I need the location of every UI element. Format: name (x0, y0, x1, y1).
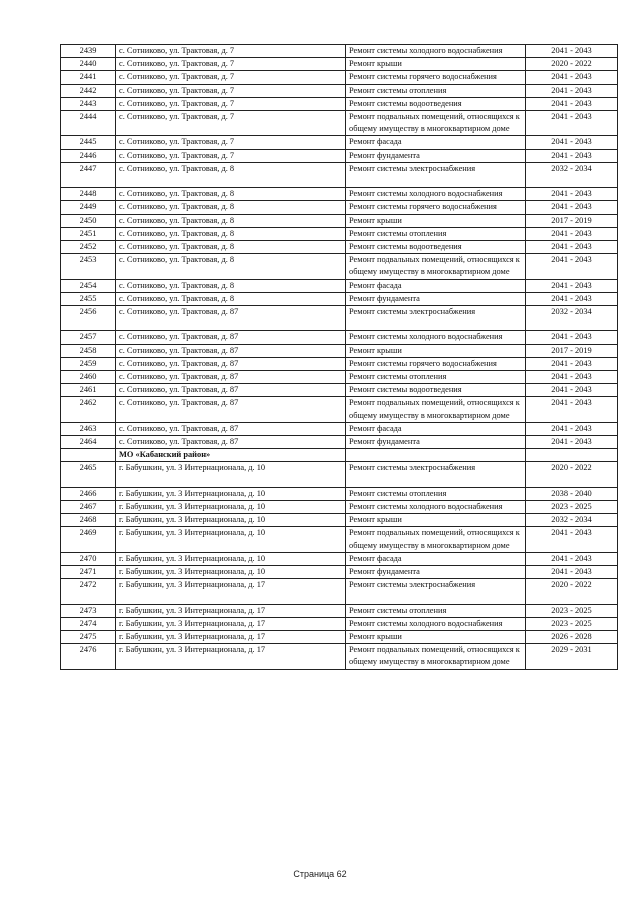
row-address: с. Сотниково, ул. Трактовая, д. 7 (116, 97, 346, 110)
row-period: 2041 - 2043 (526, 371, 618, 384)
district-header-row (61, 449, 618, 462)
row-work-type: Ремонт системы холодного водоснабжения (346, 617, 526, 630)
row-period: 2041 - 2043 (526, 241, 618, 254)
row-period: 2041 - 2043 (526, 84, 618, 97)
row-period: 2041 - 2043 (526, 97, 618, 110)
row-address: г. Бабушкин, ул. 3 Интернационала, д. 10 (116, 487, 346, 500)
capital-repair-table (60, 44, 618, 670)
row-address: с. Сотниково, ул. Трактовая, д. 8 (116, 241, 346, 254)
row-address: с. Сотниково, ул. Трактовая, д. 7 (116, 58, 346, 71)
table-row (61, 292, 618, 305)
row-number: 2466 (61, 487, 116, 500)
row-work-type: Ремонт фасада (346, 136, 526, 149)
table-row (61, 644, 618, 669)
row-number: 2442 (61, 84, 116, 97)
row-address: г. Бабушкин, ул. 3 Интернационала, д. 17 (116, 617, 346, 630)
row-period: 2029 - 2031 (526, 644, 618, 669)
row-work-type: Ремонт системы электроснабжения (346, 462, 526, 487)
row-work-type: Ремонт фасада (346, 279, 526, 292)
row-work-type: Ремонт системы холодного водоснабжения (346, 45, 526, 58)
row-work-type: Ремонт фасада (346, 552, 526, 565)
row-period: 2032 - 2034 (526, 514, 618, 527)
row-period: 2041 - 2043 (526, 566, 618, 579)
row-work-type: Ремонт подвальных помещений, относящихся к общему имуществу в многоквартирном доме (346, 644, 526, 669)
row-work-type: Ремонт системы электроснабжения (346, 162, 526, 187)
row-number: 2455 (61, 292, 116, 305)
table-row (61, 279, 618, 292)
row-work-type: Ремонт системы отопления (346, 227, 526, 240)
row-address: г. Бабушкин, ул. 3 Интернационала, д. 17 (116, 644, 346, 669)
row-number: 2475 (61, 631, 116, 644)
row-address: с. Сотниково, ул. Трактовая, д. 87 (116, 422, 346, 435)
row-address: г. Бабушкин, ул. 3 Интернационала, д. 10 (116, 552, 346, 565)
table-row (61, 214, 618, 227)
row-period: 2041 - 2043 (526, 227, 618, 240)
row-address: с. Сотниково, ул. Трактовая, д. 8 (116, 227, 346, 240)
row-number: 2457 (61, 331, 116, 344)
row-period: 2020 - 2022 (526, 579, 618, 604)
row-number: 2454 (61, 279, 116, 292)
row-work-type: Ремонт крыши (346, 514, 526, 527)
row-work-type: Ремонт системы отопления (346, 487, 526, 500)
row-work-type: Ремонт крыши (346, 631, 526, 644)
table-row (61, 84, 618, 97)
row-period: 2023 - 2025 (526, 604, 618, 617)
district-period-cell (526, 449, 618, 462)
row-number: 2462 (61, 397, 116, 422)
row-work-type: Ремонт фасада (346, 422, 526, 435)
row-address: с. Сотниково, ул. Трактовая, д. 8 (116, 188, 346, 201)
row-work-type: Ремонт системы водоотведения (346, 384, 526, 397)
row-period: 2032 - 2034 (526, 306, 618, 331)
table-row (61, 552, 618, 565)
row-period: 2032 - 2034 (526, 162, 618, 187)
table-row (61, 254, 618, 279)
table-row (61, 149, 618, 162)
row-work-type: Ремонт системы горячего водоснабжения (346, 201, 526, 214)
row-number: 2472 (61, 579, 116, 604)
row-period: 2023 - 2025 (526, 501, 618, 514)
row-number: 2459 (61, 357, 116, 370)
row-address: с. Сотниково, ул. Трактовая, д. 87 (116, 384, 346, 397)
row-work-type: Ремонт системы водоотведения (346, 97, 526, 110)
row-number: 2458 (61, 344, 116, 357)
table-row (61, 162, 618, 187)
row-address: с. Сотниково, ул. Трактовая, д. 8 (116, 162, 346, 187)
row-number: 2446 (61, 149, 116, 162)
row-period: 2020 - 2022 (526, 462, 618, 487)
table-row (61, 631, 618, 644)
row-address: с. Сотниково, ул. Трактовая, д. 7 (116, 136, 346, 149)
row-period: 2026 - 2028 (526, 631, 618, 644)
row-period: 2023 - 2025 (526, 617, 618, 630)
row-work-type: Ремонт подвальных помещений, относящихся к общему имуществу в многоквартирном доме (346, 111, 526, 136)
row-period: 2041 - 2043 (526, 111, 618, 136)
table-body (61, 45, 618, 670)
row-address: с. Сотниково, ул. Трактовая, д. 87 (116, 371, 346, 384)
table-row (61, 58, 618, 71)
table-row (61, 357, 618, 370)
row-number: 2461 (61, 384, 116, 397)
table-row (61, 436, 618, 449)
row-work-type: Ремонт фундамента (346, 292, 526, 305)
row-address: г. Бабушкин, ул. 3 Интернационала, д. 17 (116, 631, 346, 644)
row-address: с. Сотниково, ул. Трактовая, д. 87 (116, 344, 346, 357)
row-address: с. Сотниково, ул. Трактовая, д. 87 (116, 331, 346, 344)
row-work-type: Ремонт крыши (346, 344, 526, 357)
row-number: 2476 (61, 644, 116, 669)
row-period: 2038 - 2040 (526, 487, 618, 500)
row-work-type: Ремонт подвальных помещений, относящихся к общему имуществу в многоквартирном доме (346, 254, 526, 279)
row-number: 2453 (61, 254, 116, 279)
row-number: 2449 (61, 201, 116, 214)
row-address: с. Сотниково, ул. Трактовая, д. 7 (116, 45, 346, 58)
row-address: с. Сотниково, ул. Трактовая, д. 87 (116, 306, 346, 331)
table-row (61, 501, 618, 514)
row-number: 2443 (61, 97, 116, 110)
row-address: с. Сотниково, ул. Трактовая, д. 8 (116, 214, 346, 227)
row-period: 2041 - 2043 (526, 397, 618, 422)
row-work-type: Ремонт системы холодного водоснабжения (346, 501, 526, 514)
row-address: с. Сотниково, ул. Трактовая, д. 7 (116, 84, 346, 97)
row-period: 2041 - 2043 (526, 292, 618, 305)
row-number: 2464 (61, 436, 116, 449)
district-work-cell (346, 449, 526, 462)
row-address: г. Бабушкин, ул. 3 Интернационала, д. 17 (116, 579, 346, 604)
row-number: 2467 (61, 501, 116, 514)
district-num-cell (61, 449, 116, 462)
row-period: 2041 - 2043 (526, 552, 618, 565)
row-work-type: Ремонт фундамента (346, 566, 526, 579)
table-row (61, 188, 618, 201)
row-period: 2041 - 2043 (526, 136, 618, 149)
row-period: 2020 - 2022 (526, 58, 618, 71)
row-number: 2463 (61, 422, 116, 435)
row-number: 2473 (61, 604, 116, 617)
row-number: 2456 (61, 306, 116, 331)
row-work-type: Ремонт системы водоотведения (346, 241, 526, 254)
row-number: 2448 (61, 188, 116, 201)
row-period: 2041 - 2043 (526, 436, 618, 449)
row-work-type: Ремонт системы отопления (346, 604, 526, 617)
table-row (61, 487, 618, 500)
row-work-type: Ремонт системы отопления (346, 371, 526, 384)
row-work-type: Ремонт подвальных помещений, относящихся к общему имуществу в многоквартирном доме (346, 397, 526, 422)
row-address: г. Бабушкин, ул. 3 Интернационала, д. 10 (116, 462, 346, 487)
table-row (61, 371, 618, 384)
table-row (61, 45, 618, 58)
table-row (61, 462, 618, 487)
row-period: 2041 - 2043 (526, 149, 618, 162)
table-row (61, 111, 618, 136)
row-address: с. Сотниково, ул. Трактовая, д. 7 (116, 111, 346, 136)
row-address: с. Сотниково, ул. Трактовая, д. 8 (116, 201, 346, 214)
row-number: 2440 (61, 58, 116, 71)
row-work-type: Ремонт системы холодного водоснабжения (346, 188, 526, 201)
row-period: 2041 - 2043 (526, 254, 618, 279)
table-row (61, 527, 618, 552)
row-period: 2041 - 2043 (526, 201, 618, 214)
table-row (61, 604, 618, 617)
row-work-type: Ремонт подвальных помещений, относящихся к общему имуществу в многоквартирном доме (346, 527, 526, 552)
row-address: с. Сотниково, ул. Трактовая, д. 7 (116, 149, 346, 162)
row-address: г. Бабушкин, ул. 3 Интернационала, д. 17 (116, 604, 346, 617)
row-address: с. Сотниково, ул. Трактовая, д. 7 (116, 71, 346, 84)
row-address: с. Сотниково, ул. Трактовая, д. 87 (116, 397, 346, 422)
row-work-type: Ремонт фундамента (346, 436, 526, 449)
row-number: 2441 (61, 71, 116, 84)
row-number: 2447 (61, 162, 116, 187)
table-row (61, 331, 618, 344)
row-work-type: Ремонт системы электроснабжения (346, 579, 526, 604)
row-period: 2041 - 2043 (526, 188, 618, 201)
row-work-type: Ремонт системы отопления (346, 84, 526, 97)
table-row (61, 617, 618, 630)
row-address: с. Сотниково, ул. Трактовая, д. 87 (116, 436, 346, 449)
table-row (61, 71, 618, 84)
row-number: 2444 (61, 111, 116, 136)
row-number: 2450 (61, 214, 116, 227)
row-number: 2474 (61, 617, 116, 630)
row-number: 2460 (61, 371, 116, 384)
row-address: с. Сотниково, ул. Трактовая, д. 8 (116, 279, 346, 292)
table-row (61, 579, 618, 604)
row-address: г. Бабушкин, ул. 3 Интернационала, д. 10 (116, 566, 346, 579)
row-number: 2445 (61, 136, 116, 149)
table-row (61, 306, 618, 331)
row-period: 2041 - 2043 (526, 384, 618, 397)
row-period: 2041 - 2043 (526, 279, 618, 292)
row-period: 2017 - 2019 (526, 344, 618, 357)
row-period: 2041 - 2043 (526, 527, 618, 552)
row-number: 2451 (61, 227, 116, 240)
table-row (61, 344, 618, 357)
page-number: Страница 62 (293, 869, 347, 879)
district-name: МО «Кабанский район» (116, 449, 346, 462)
table-row (61, 241, 618, 254)
row-work-type: Ремонт фундамента (346, 149, 526, 162)
row-address: г. Бабушкин, ул. 3 Интернационала, д. 10 (116, 501, 346, 514)
row-address: г. Бабушкин, ул. 3 Интернационала, д. 10 (116, 514, 346, 527)
row-number: 2468 (61, 514, 116, 527)
row-number: 2439 (61, 45, 116, 58)
table-row (61, 422, 618, 435)
row-number: 2470 (61, 552, 116, 565)
row-work-type: Ремонт системы горячего водоснабжения (346, 71, 526, 84)
row-number: 2452 (61, 241, 116, 254)
row-period: 2017 - 2019 (526, 214, 618, 227)
row-work-type: Ремонт крыши (346, 58, 526, 71)
row-work-type: Ремонт системы горячего водоснабжения (346, 357, 526, 370)
table-row (61, 136, 618, 149)
table-row (61, 227, 618, 240)
row-work-type: Ремонт крыши (346, 214, 526, 227)
row-address: с. Сотниково, ул. Трактовая, д. 87 (116, 357, 346, 370)
row-period: 2041 - 2043 (526, 331, 618, 344)
table-row (61, 384, 618, 397)
row-address: с. Сотниково, ул. Трактовая, д. 8 (116, 292, 346, 305)
row-period: 2041 - 2043 (526, 422, 618, 435)
table-row (61, 201, 618, 214)
row-period: 2041 - 2043 (526, 357, 618, 370)
row-address: г. Бабушкин, ул. 3 Интернационала, д. 10 (116, 527, 346, 552)
row-work-type: Ремонт системы холодного водоснабжения (346, 331, 526, 344)
row-period: 2041 - 2043 (526, 45, 618, 58)
row-work-type: Ремонт системы электроснабжения (346, 306, 526, 331)
table-row (61, 97, 618, 110)
row-period: 2041 - 2043 (526, 71, 618, 84)
row-number: 2471 (61, 566, 116, 579)
row-number: 2469 (61, 527, 116, 552)
table-row (61, 566, 618, 579)
table-row (61, 514, 618, 527)
row-address: с. Сотниково, ул. Трактовая, д. 8 (116, 254, 346, 279)
row-number: 2465 (61, 462, 116, 487)
table-row (61, 397, 618, 422)
